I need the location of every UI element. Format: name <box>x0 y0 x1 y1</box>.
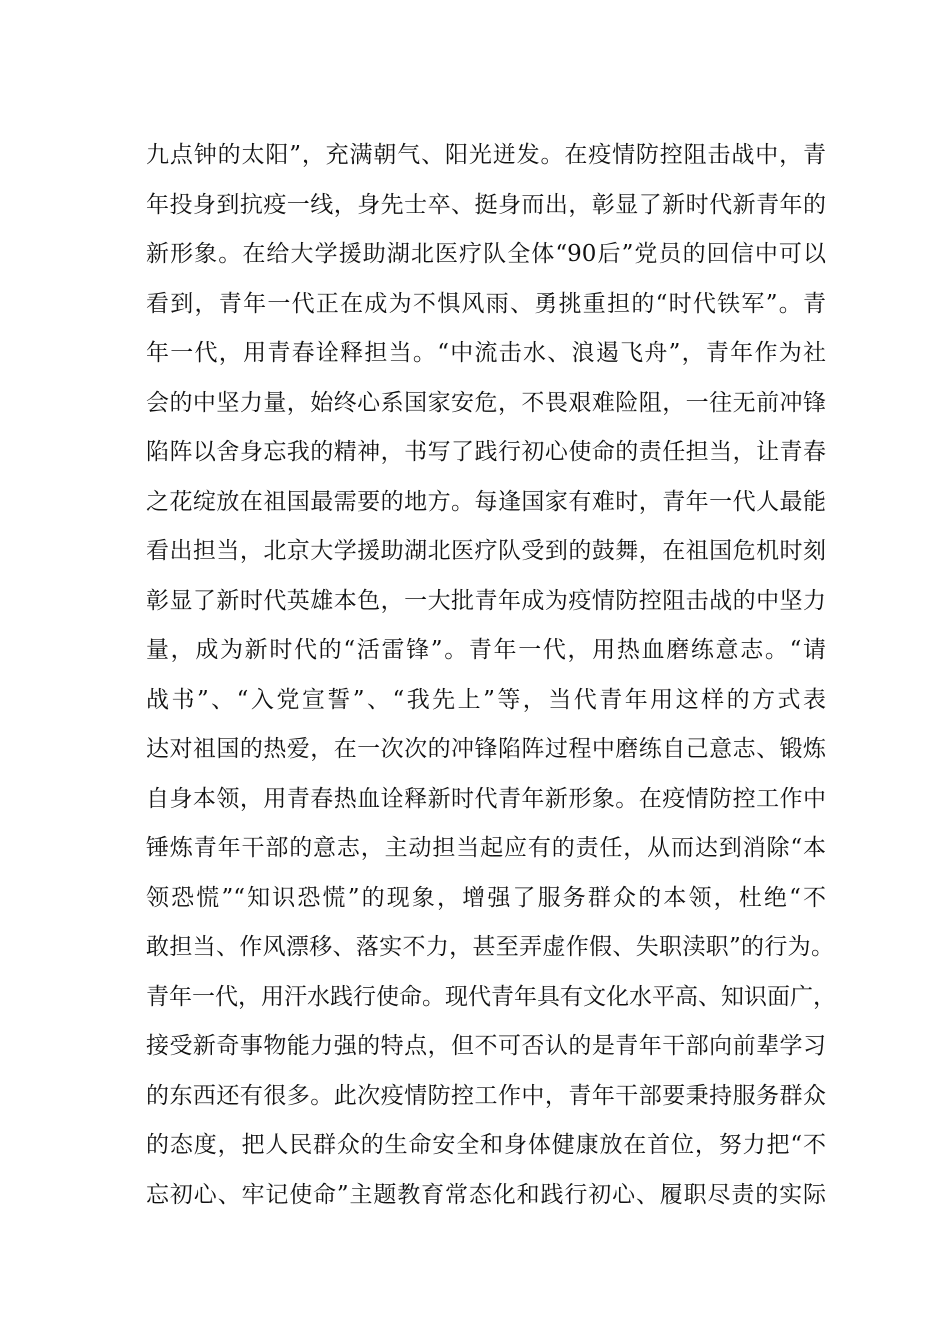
text-line: 看出担当，北京大学援助湖北医疗队受到的鼓舞，在祖国危机时刻 <box>146 538 826 564</box>
text-line: 达对祖国的热爱，在一次次的冲锋陷阵过程中磨练自己意志、锻炼 <box>146 736 826 762</box>
text-line: 会的中坚力量，始终心系国家安危，不畏艰难险阻，一往无前冲锋 <box>146 389 826 416</box>
text-line: 之花绽放在祖国最需要的地方。每逢国家有难时，青年一代人最能 <box>146 488 826 515</box>
text-line: 自身本领，用青春热血诠释新时代青年新形象。在疫情防控工作中 <box>146 785 826 812</box>
text-line: 青年一代，用汗水践行使命。现代青年具有文化水平高、知识面广， <box>146 983 836 1010</box>
text-line: 领恐慌”“知识恐慌”的现象，增强了服务群众的本领，杜绝“不 <box>146 884 826 911</box>
text-line: 看到，青年一代正在成为不惧风雨、勇挑重担的“时代铁军”。青 <box>146 290 826 317</box>
text-line: 陷阵以舍身忘我的精神，书写了践行初心使命的责任担当，让青春 <box>146 439 826 465</box>
text-line: 锤炼青年干部的意志，主动担当起应有的责任，从而达到消除“本 <box>146 835 826 861</box>
text-line: 的东西还有很多。此次疫情防控工作中，青年干部要秉持服务群众 <box>146 1082 826 1109</box>
text-line: 忘初心、牢记使命”主题教育常态化和践行初心、履职尽责的实际 <box>146 1181 826 1208</box>
text-line: 的态度，把人民群众的生命安全和身体健康放在首位，努力把“不 <box>146 1132 826 1158</box>
text-line: 敢担当、作风漂移、落实不力，甚至弄虚作假、失职渎职”的行为。 <box>146 934 834 960</box>
text-line: 年投身到抗疫一线，身先士卒、挺身而出，彰显了新时代新青年的 <box>146 191 826 218</box>
text-line: 量，成为新时代的“活雷锋”。青年一代，用热血磨练意志。“请 <box>146 637 826 663</box>
body-paragraph <box>146 131 836 1220</box>
text-line: 新形象。在给大学援助湖北医疗队全体“90后”党员的回信中可以 <box>146 241 826 267</box>
text-line: 接受新奇事物能力强的特点，但不可否认的是青年干部向前辈学习 <box>146 1033 826 1059</box>
text-line: 九点钟的太阳”，充满朝气、阳光迸发。在疫情防控阻击战中，青 <box>146 142 826 168</box>
text-line: 战书”、“入党宣誓”、“我先上”等，当代青年用这样的方式表 <box>146 686 826 713</box>
text-line: 彰显了新时代英雄本色，一大批青年成为疫情防控阻击战的中坚力 <box>146 587 826 614</box>
text-line: 年一代，用青春诠释担当。“中流击水、浪遏飞舟”，青年作为社 <box>146 340 826 366</box>
